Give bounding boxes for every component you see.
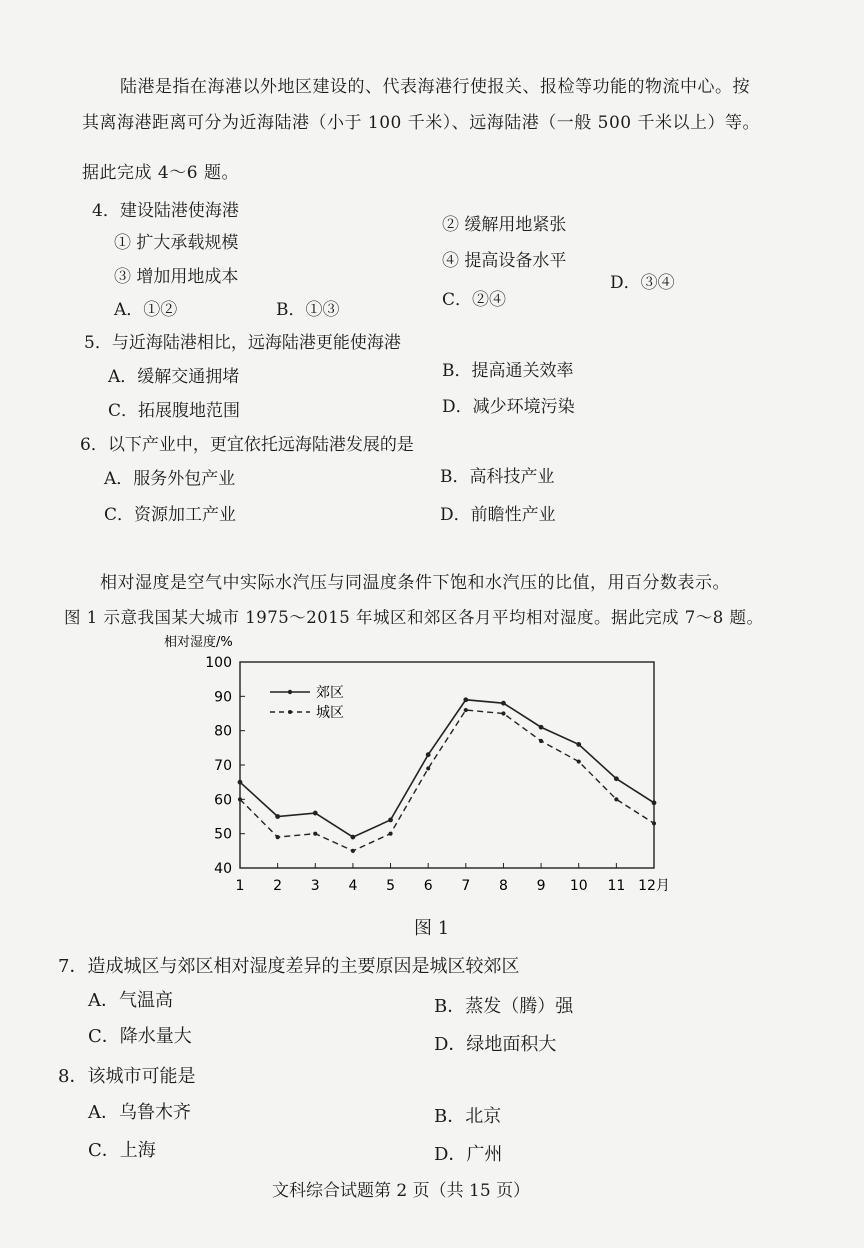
x-tick-label: 9 [536,878,546,894]
q8-option-d[interactable]: D．广州 [434,1144,503,1165]
q7-stem: 7．造成城区与郊区相对湿度差异的主要原因是城区较郊区 [58,956,520,977]
humidity-line-chart [150,632,710,912]
data-point-urban [652,821,656,825]
q6-option-a[interactable]: A．服务外包产业 [104,469,236,489]
legend [270,685,344,721]
x-tick-label: 7 [461,878,471,894]
data-point-urban [238,797,242,801]
y-axis-label: 相对湿度/% [164,635,233,650]
q8-stem: 8．该城市可能是 [58,1066,196,1087]
data-point-suburb [614,776,619,781]
data-point-suburb [501,701,506,706]
y-tick-label: 40 [214,861,232,877]
data-point-urban [539,739,543,743]
series-layer [238,697,657,853]
y-tick-label: 100 [205,655,232,671]
q8-option-a[interactable]: A．乌鲁木齐 [88,1102,191,1123]
x-tick-label: 2 [273,878,283,894]
q5-option-d[interactable]: D．减少环境污染 [442,397,575,417]
data-point-suburb [238,780,243,785]
intro1-line2: 其离海港距离可分为近海陆港（小于 100 千米）、远海陆港（一般 500 千米以上）等。 [82,113,761,133]
legend-marker-urban [288,710,292,714]
data-point-suburb [388,818,393,823]
intro1-line3: 据此完成 4～6 题。 [82,163,239,183]
data-point-urban [464,708,468,712]
data-point-urban [501,711,505,715]
q6-option-b[interactable]: B．高科技产业 [440,467,555,487]
data-point-suburb [426,752,431,757]
data-point-urban [313,832,317,836]
q5-option-c[interactable]: C．拓展腹地范围 [108,401,241,421]
legend-marker-suburb [288,690,292,694]
x-tick-label: 12月 [638,878,670,894]
q6-option-c[interactable]: C．资源加工产业 [104,505,237,525]
x-tick-label: 4 [348,878,358,894]
y-tick-label: 70 [214,758,232,774]
intro1-line1: 陆港是指在海港以外地区建设的、代表海港行使报关、报检等功能的物流中心。按 [120,77,750,97]
q7-option-a[interactable]: A．气温高 [88,990,173,1011]
legend-label-urban: 城区 [316,705,344,721]
x-tick-label: 1 [235,878,245,894]
q6-stem: 6．以下产业中，更宜依托远海陆港发展的是 [80,435,414,455]
data-point-suburb [275,814,280,819]
q7-option-b[interactable]: B．蒸发（腾）强 [434,996,574,1017]
x-tick-label: 8 [498,878,508,894]
data-point-suburb [539,725,544,730]
q5-option-a[interactable]: A．缓解交通拥堵 [108,367,240,387]
data-point-urban [276,835,280,839]
data-point-urban [388,832,392,836]
intro2-line2: 图 1 示意我国某大城市 1975～2015 年城区和郊区各月平均相对湿度。据此完成 7～8 题。 [64,608,764,627]
x-tick-label: 11 [607,878,626,894]
y-ticks [205,655,245,877]
q5-option-b[interactable]: B．提高通关效率 [442,361,574,381]
q4-item-3: ③ 增加用地成本 [114,267,239,287]
legend-label-suburb: 郊区 [316,685,344,701]
series-line-urban [240,710,654,851]
y-tick-label: 90 [214,689,232,706]
q6-option-d[interactable]: D．前瞻性产业 [440,505,556,525]
q4-item-4: ④ 提高设备水平 [442,251,567,271]
data-point-urban [614,797,618,801]
figure-caption: 图 1 [414,918,450,939]
x-tick-label: 10 [569,878,588,894]
q4-item-2: ② 缓解用地紧张 [442,215,567,235]
q7-option-c[interactable]: C．降水量大 [88,1026,192,1047]
plot-frame [240,662,654,868]
page-footer: 文科综合试题第 2 页（共 15 页） [272,1181,531,1201]
data-point-suburb [652,800,657,805]
data-point-urban [351,849,355,853]
intro2-line1: 相对湿度是空气中实际水汽压与同温度条件下饱和水汽压的比值，用百分数表示。 [100,573,730,593]
q8-option-b[interactable]: B．北京 [434,1106,502,1127]
q4-stem: 4．建设陆港使海港 [92,201,239,221]
y-tick-label: 80 [214,723,232,740]
q4-option-b[interactable]: B．①③ [276,300,340,320]
q4-option-d[interactable]: D．③④ [610,273,675,293]
q7-option-d[interactable]: D．绿地面积大 [434,1034,557,1055]
x-tick-label: 6 [423,878,433,894]
q8-option-c[interactable]: C．上海 [88,1140,156,1161]
data-point-urban [426,766,430,770]
y-tick-label: 60 [214,792,232,809]
data-point-suburb [463,697,468,702]
q4-item-1: ① 扩大承载规模 [114,233,239,253]
q4-option-c[interactable]: C．②④ [442,290,507,310]
data-point-suburb [313,811,318,816]
series-line-suburb [240,700,654,837]
x-tick-label: 5 [386,878,396,894]
data-point-urban [577,759,581,763]
q5-stem: 5．与近海陆港相比，远海陆港更能使海港 [84,333,401,353]
data-point-suburb [576,742,581,747]
x-tick-label: 3 [310,878,320,894]
q4-option-a[interactable]: A．①② [114,300,178,320]
data-point-suburb [351,835,356,840]
y-tick-label: 50 [214,826,232,843]
